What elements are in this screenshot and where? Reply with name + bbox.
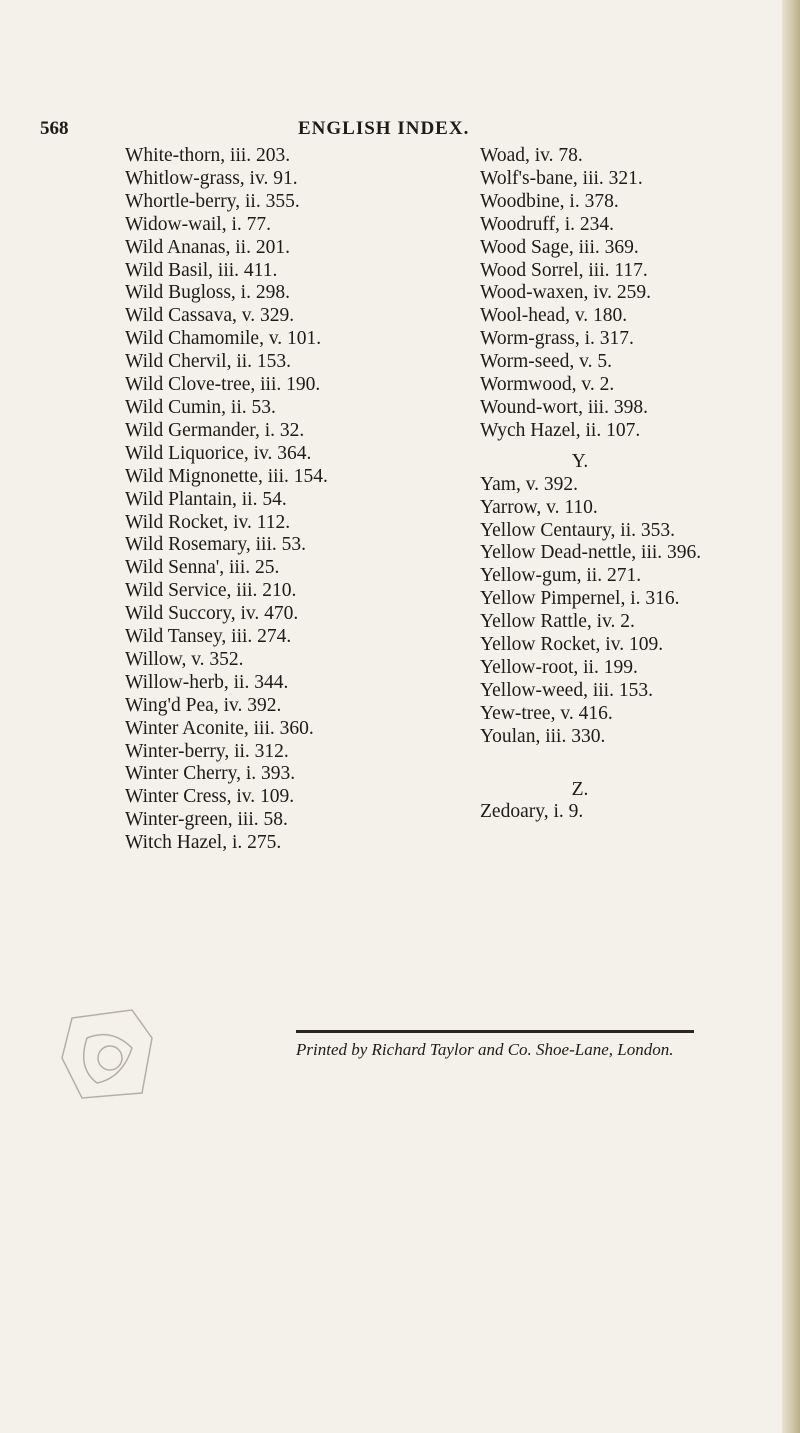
index-entry: Wood Sorrel, iii. 117.	[480, 259, 648, 281]
index-entry: Wood Sage, iii. 369.	[480, 236, 639, 258]
index-entry: Wood-waxen, iv. 259.	[480, 282, 652, 304]
index-entry: Willow, v. 352.	[125, 648, 244, 670]
index-entry: Wild Germander, i. 32.	[125, 419, 305, 441]
index-entry: Wild Rosemary, iii. 53.	[125, 534, 307, 556]
library-stamp-icon	[52, 998, 172, 1108]
index-entry: Wool-head, v. 180.	[480, 305, 628, 327]
index-entry: Winter Cress, iv. 109.	[125, 786, 295, 808]
index-entry: Whitlow-grass, iv. 91.	[125, 167, 298, 189]
index-entry: Wild Tansey, iii. 274.	[125, 626, 292, 648]
index-entry: Witch Hazel, i. 275.	[125, 832, 282, 854]
index-entry: Wild Chervil, ii. 153.	[125, 351, 292, 373]
index-entry: Youlan, iii. 330.	[480, 725, 606, 747]
index-entry: Winter-berry, ii. 312.	[125, 740, 289, 762]
page-number: 568	[40, 118, 69, 139]
index-entry: Wormwood, v. 2.	[480, 374, 615, 396]
index-entry: Yellow-root, ii. 199.	[480, 656, 638, 678]
section-letter-y: Y.	[571, 450, 589, 472]
index-entry: Yellow-gum, ii. 271.	[480, 565, 642, 587]
index-entry: Worm-grass, i. 317.	[480, 328, 634, 350]
index-entry: Woodruff, i. 234.	[480, 213, 615, 235]
index-entry: Wych Hazel, ii. 107.	[480, 419, 641, 441]
index-entry: Yellow Rocket, iv. 109.	[480, 634, 664, 656]
index-entry: Yarrow, v. 110.	[480, 496, 598, 518]
index-entry: Yew-tree, v. 416.	[480, 702, 613, 724]
index-entry: Woodbine, i. 378.	[480, 190, 619, 212]
index-entry: Yellow Dead-nettle, iii. 396.	[480, 542, 702, 564]
section-letter-z: Z.	[571, 778, 589, 800]
index-entry: Wild Senna', iii. 25.	[125, 557, 280, 579]
index-entry: Wolf's-bane, iii. 321.	[480, 167, 643, 189]
index-entry: Wild Bugloss, i. 298.	[125, 282, 290, 304]
index-entry: Wild Liquorice, iv. 364.	[125, 442, 312, 464]
index-entry: White-thorn, iii. 203.	[125, 145, 291, 166]
index-entry: Yellow Pimpernel, i. 316.	[480, 588, 680, 610]
index-entry: Winter Cherry, i. 393.	[125, 763, 296, 785]
index-entry: Winter-green, iii. 58.	[125, 809, 288, 831]
index-entry: Wild Clove-tree, iii. 190.	[125, 374, 321, 396]
index-entry: Wild Plantain, ii. 54.	[125, 488, 287, 510]
index-entry: Yellow-weed, iii. 153.	[480, 679, 653, 701]
right-column	[480, 145, 800, 824]
index-entry: Wound-wort, iii. 398.	[480, 396, 648, 418]
index-entry: Wild Succory, iv. 470.	[125, 603, 299, 625]
index-entry: Widow-wail, i. 77.	[125, 213, 271, 235]
index-entry: Wild Rocket, iv. 112.	[125, 511, 291, 533]
footer-rule	[296, 1030, 694, 1033]
index-entry: Whortle-berry, ii. 355.	[125, 190, 300, 212]
index-entry: Wild Cumin, ii. 53.	[125, 396, 276, 418]
index-entry: Wild Service, iii. 210.	[125, 580, 297, 602]
index-entry: Wild Ananas, ii. 201.	[125, 236, 290, 258]
index-entry: Zedoary, i. 9.	[480, 801, 584, 823]
index-entry: Wing'd Pea, iv. 392.	[125, 694, 282, 716]
index-entry: Yellow Rattle, iv. 2.	[480, 611, 635, 633]
running-title: ENGLISH INDEX.	[298, 118, 470, 139]
index-entry: Wild Mignonette, iii. 154.	[125, 465, 328, 487]
index-entry: Wild Basil, iii. 411.	[125, 259, 278, 281]
index-entry: Willow-herb, ii. 344.	[125, 671, 289, 693]
index-entry: Wild Chamomile, v. 101.	[125, 328, 322, 350]
index-entry: Winter Aconite, iii. 360.	[125, 717, 314, 739]
printer-imprint: Printed by Richard Taylor and Co. Shoe-Lane, London.	[296, 1040, 674, 1059]
left-column	[125, 145, 445, 855]
index-entry: Worm-seed, v. 5.	[480, 351, 613, 373]
index-entry: Woad, iv. 78.	[480, 145, 583, 166]
index-entry: Yellow Centaury, ii. 353.	[480, 519, 675, 541]
index-entry: Yam, v. 392.	[480, 473, 579, 495]
index-entry: Wild Cassava, v. 329.	[125, 305, 295, 327]
